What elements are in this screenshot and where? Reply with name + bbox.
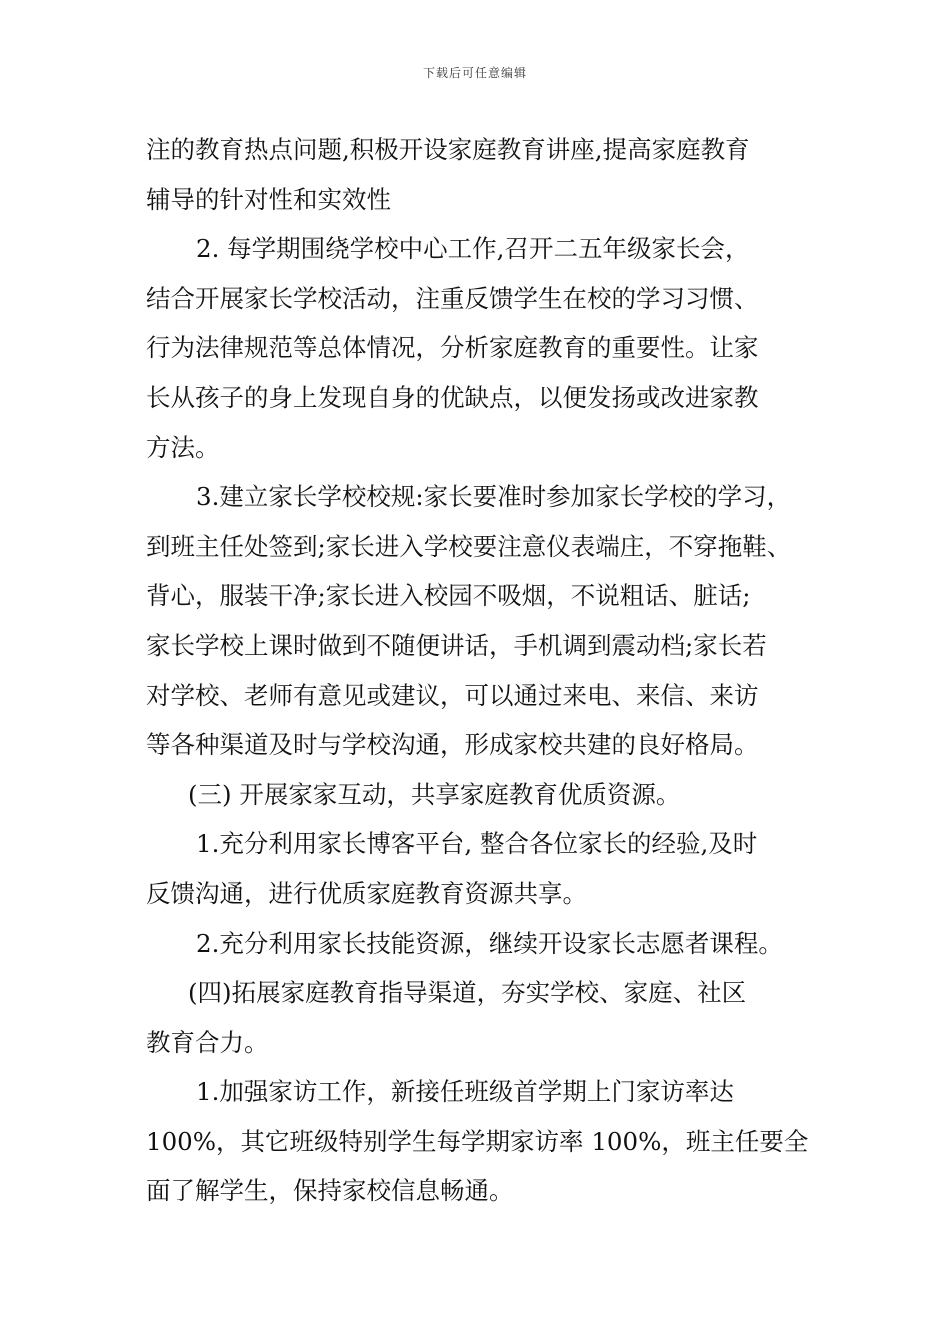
section-heading: (三) 开展家家互动，共享家庭教育优质资源。 [188, 779, 681, 809]
text-line: 1.充分利用家长博客平台, 整合各位家长的经验,及时 [196, 829, 758, 859]
text-line: 3.建立家长学校校规:家长要准时参加家长学校的学习， [196, 482, 792, 512]
text-line: 面了解学生，保持家校信息畅通。 [146, 1176, 514, 1206]
text-line: 教育合力。 [146, 1027, 269, 1057]
text-line: 2. 每学期围绕学校中心工作,召开二五年级家长会， [196, 234, 750, 264]
text-line: 长从孩子的身上发现自身的优缺点，以便发扬或改进家教 [146, 382, 759, 412]
text-line: 100%，其它班级特别学生每学期家访率 100%，班主任要全 [146, 1126, 809, 1156]
text-line: 行为法律规范等总体情况，分析家庭教育的重要性。让家 [146, 333, 759, 363]
download-note: 下载后可任意编辑 [422, 66, 527, 80]
text-line: 方法。 [146, 432, 220, 462]
text-line: 家长学校上课时做到不随便讲话，手机调到震动档;家长若 [146, 630, 767, 660]
text-line: 辅导的针对性和实效性 [146, 184, 391, 214]
document-body [146, 125, 826, 1216]
text-line: 背心，服装干净;家长进入校园不吸烟，不说粗话、脏话; [146, 581, 751, 611]
text-line: 1.加强家访工作，新接任班级首学期上门家访率达 [196, 1077, 734, 1107]
text-line: 对学校、老师有意见或建议，可以通过来电、来信、来访 [146, 680, 759, 710]
text-line: 注的教育热点问题,积极开设家庭教育讲座,提高家庭教育 [146, 135, 750, 164]
text-line: 反馈沟通，进行优质家庭教育资源共享。 [146, 878, 587, 908]
text-line: 到班主任处签到;家长进入学校要注意仪表端庄，不穿拖鞋、 [146, 531, 792, 561]
text-line: 等各种渠道及时与学校沟通，形成家校共建的良好格局。 [146, 730, 759, 760]
text-line: 结合开展家长学校活动，注重反馈学生在校的学习习惯、 [146, 283, 759, 313]
text-line: 2.充分利用家长技能资源，继续开设家长志愿者课程。 [196, 928, 783, 958]
section-heading: (四)拓展家庭教育指导渠道，夯实学校、家庭、社区 [188, 978, 747, 1008]
